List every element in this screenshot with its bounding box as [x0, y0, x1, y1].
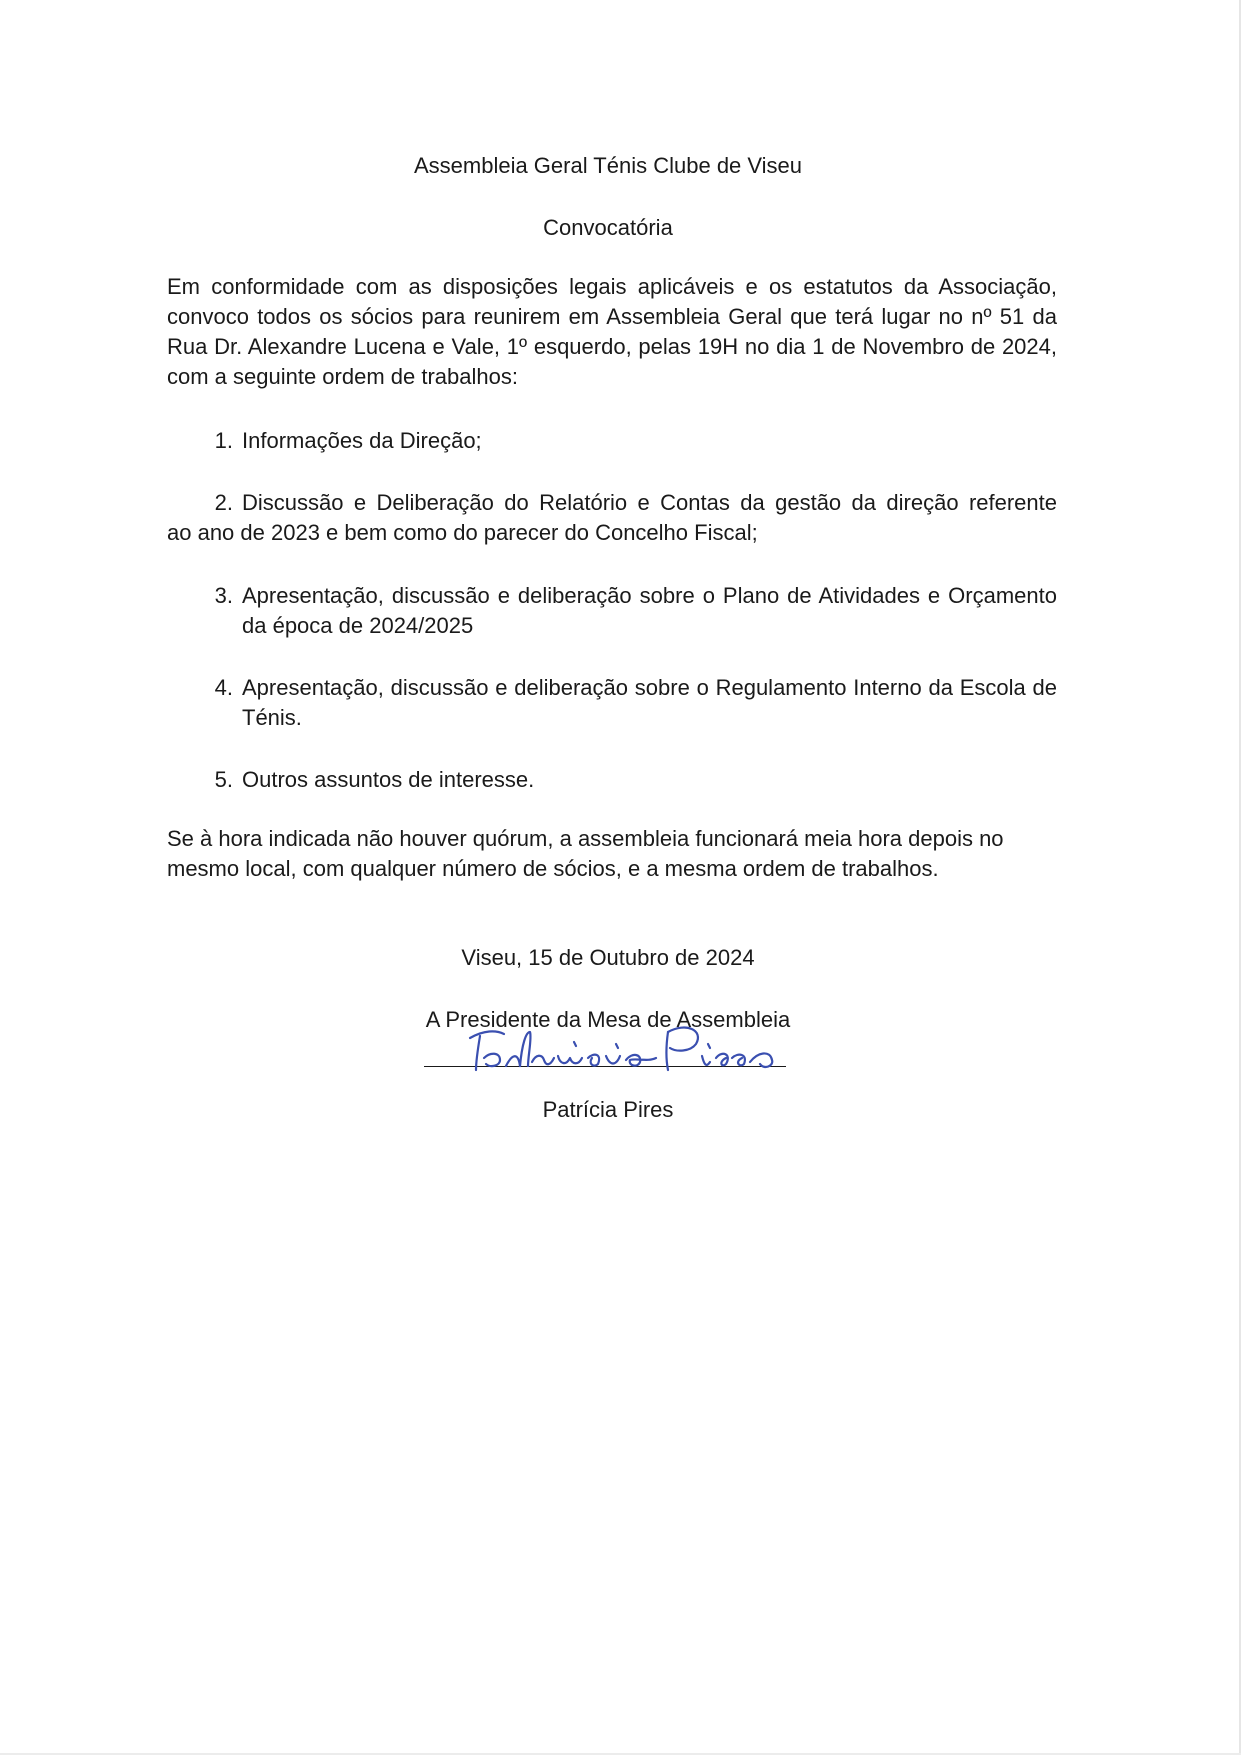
agenda-item-2 — [167, 488, 1057, 548]
document-subtitle: Convocatória — [543, 215, 673, 240]
signer-name: Patrícia Pires — [542, 1097, 674, 1122]
agenda-item-text: Apresentação, discussão e deliberação sobre o Regulamento Interno da Escola de Ténis. — [242, 675, 1057, 730]
agenda-item-text: Apresentação, discussão e deliberação sobre o Plano de Atividades e Orçamento da época de 2024/2025 — [242, 583, 1057, 638]
handwritten-signature — [470, 1008, 790, 1088]
agenda-item-number: 5. — [214, 767, 233, 792]
agenda-item-text-rest: ao ano de 2023 e bem como do parecer do Concelho Fiscal; — [167, 520, 758, 545]
agenda-item-number: 4. — [214, 675, 233, 700]
agenda-item-number: 1. — [214, 428, 233, 453]
closing-paragraph: Se à hora indicada não houver quórum, a assembleia funcionará meia hora depois no mesmo local, com qualquer número de sócios, e a mesma ordem de trabalhos. — [167, 826, 1004, 881]
agenda-item-3 — [167, 581, 1057, 641]
place-date: Viseu, 15 de Outubro de 2024 — [461, 945, 755, 970]
agenda-item-number: 3. — [214, 583, 233, 608]
agenda-item-1 — [167, 426, 1057, 456]
agenda-item-number: 2. — [214, 490, 233, 515]
agenda-item-4 — [167, 673, 1057, 733]
agenda-item-text: Outros assuntos de interesse. — [242, 767, 535, 792]
agenda-item-text: Informações da Direção; — [242, 428, 482, 453]
signer-role: A Presidente da Mesa de Assembleia — [425, 1007, 791, 1032]
intro-paragraph: Em conformidade com as disposições legais aplicáveis e os estatutos da Associação, convoco todos os sócios para reunirem em Assembleia Geral que terá lugar no nº 51 da Rua Dr. Alexandre Lucena e Vale, 1º esquerdo, pelas 19H no dia 1 de Novembro de 2024, com a seguinte ordem de trabalhos: — [167, 274, 1057, 389]
document-title: Assembleia Geral Ténis Clube de Viseu — [413, 153, 803, 178]
agenda-item-text-lead: Discussão e Deliberação do Relatório e Contas da gestão da direção referente — [242, 490, 1057, 515]
agenda-item-5 — [167, 765, 1057, 795]
